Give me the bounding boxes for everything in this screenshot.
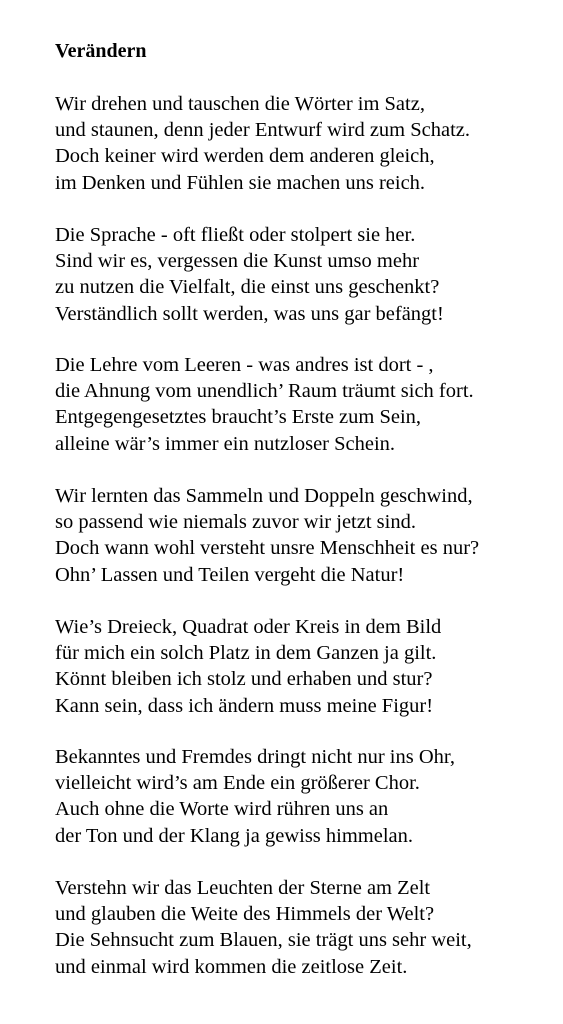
poem-line: Entgegengesetztes braucht’s Erste zum Sein,	[55, 406, 422, 429]
poem-line: Verständlich sollt werden, was uns gar befängt!	[55, 302, 444, 325]
stanza-3	[55, 352, 474, 457]
poem-line: und einmal wird kommen die zeitlose Zeit.	[55, 955, 408, 978]
poem-line: Doch wann wohl versteht unsre Menschheit es nur?	[55, 537, 480, 560]
poem-line: der Ton und der Klang ja gewiss himmelan.	[55, 824, 413, 847]
poem-line: so passend wie niemals zuvor wir jetzt sind.	[55, 511, 416, 534]
poem-line: Bekanntes und Fremdes dringt nicht nur ins Ohr,	[55, 746, 456, 768]
poem-line: Sind wir es, vergessen die Kunst umso mehr	[55, 250, 420, 273]
stanza-7	[55, 875, 472, 980]
stanza-4	[55, 483, 479, 588]
poem-line: für mich ein solch Platz in dem Ganzen ja gilt.	[55, 642, 437, 665]
poem-line: im Denken und Fühlen sie machen uns reich.	[55, 171, 426, 194]
poem-line: Doch keiner wird werden dem anderen gleich,	[55, 145, 435, 168]
poem-line: Wir drehen und tauschen die Wörter im Satz,	[55, 93, 425, 115]
poem-line: alleine wär’s immer ein nutzloser Schein.	[55, 432, 396, 455]
stanza-5	[55, 614, 441, 719]
poem-line: Ohn’ Lassen und Teilen vergeht die Natur!	[55, 563, 405, 586]
poem-line: und glauben die Weite des Himmels der Welt?	[55, 903, 435, 926]
poem-line: Die Lehre vom Leeren - was andres ist dort - ,	[55, 354, 434, 376]
poem-line: und staunen, denn jeder Entwurf wird zum Schatz.	[55, 119, 471, 142]
stanza-6	[55, 744, 455, 849]
poem-line: Die Sprache - oft fließt oder stolpert sie her.	[55, 224, 416, 246]
poem-line: Verstehn wir das Leuchten der Sterne am Zelt	[55, 877, 431, 899]
stanza-1	[55, 91, 470, 196]
poem-line: zu nutzen die Vielfalt, die einst uns geschenkt?	[55, 276, 440, 299]
poem-line: Wir lernten das Sammeln und Doppeln geschwind,	[55, 485, 473, 507]
poem-line: Kann sein, dass ich ändern muss meine Figur!	[55, 694, 434, 717]
poem-line: Die Sehnsucht zum Blauen, sie trägt uns sehr weit,	[55, 929, 472, 952]
poem-title: Verändern	[55, 40, 147, 62]
poem-line: vielleicht wird’s am Ende ein größerer Chor.	[55, 772, 420, 795]
poem-line: die Ahnung vom unendlich’ Raum träumt sich fort.	[55, 380, 474, 403]
poem-line: Könnt bleiben ich stolz und erhaben und stur?	[55, 668, 433, 691]
poem-line: Wie’s Dreieck, Quadrat oder Kreis in dem Bild	[55, 616, 442, 638]
poem-line: Auch ohne die Worte wird rühren uns an	[55, 798, 389, 821]
stanza-2	[55, 222, 444, 327]
